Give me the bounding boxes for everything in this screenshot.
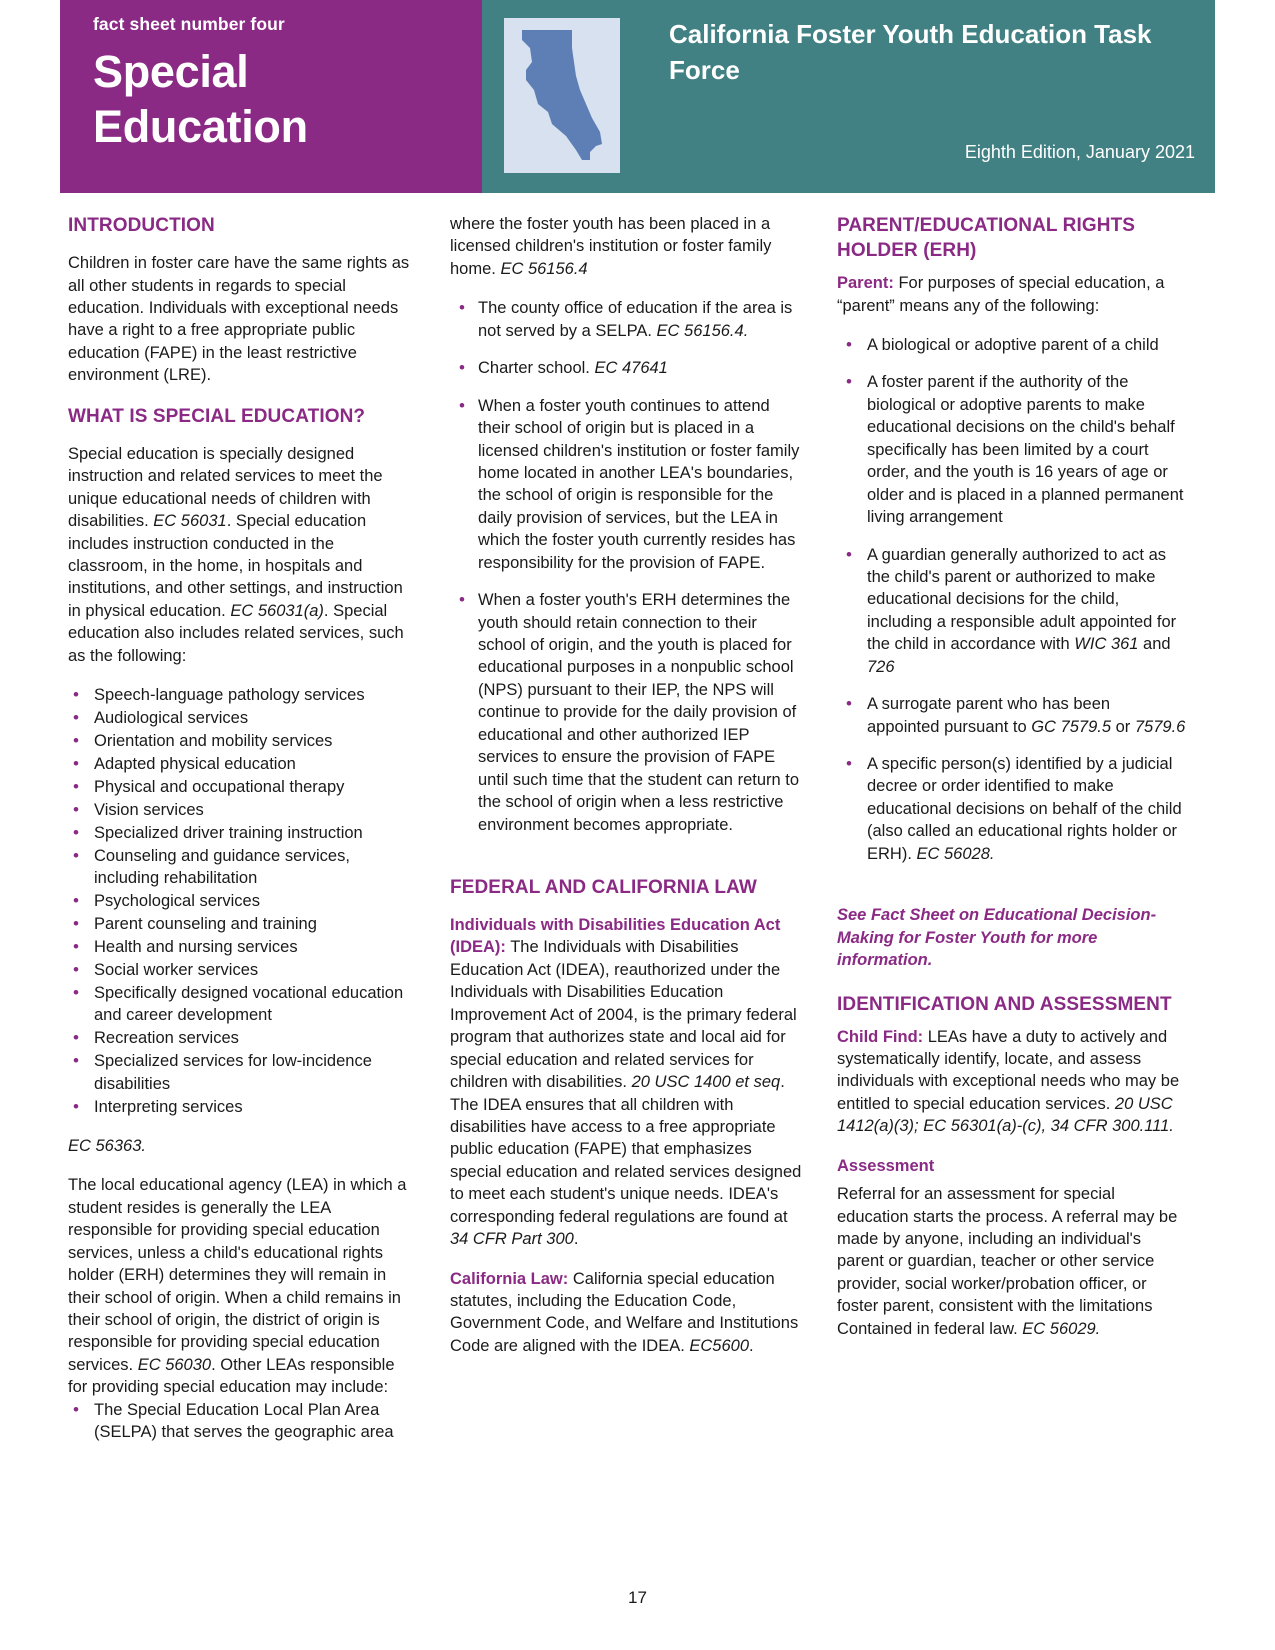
text-segment: . xyxy=(749,1336,754,1355)
edition-label: Eighth Edition, January 2021 xyxy=(964,142,1195,162)
heading-introduction: INTRODUCTION xyxy=(68,215,215,236)
list-item: • Interpreting services xyxy=(68,1096,418,1118)
text-segment: . xyxy=(573,1230,579,1249)
legal-citation: EC 56030 xyxy=(137,1355,212,1374)
legal-citation: 726 xyxy=(867,657,895,676)
text-segment: For purposes of special education, a “parent” means any of the following: xyxy=(837,274,1165,315)
column-three xyxy=(837,213,1187,1461)
legal-citation: GC 7579.5 xyxy=(1031,717,1112,736)
legal-citation: EC 47641 xyxy=(594,359,668,378)
list-item xyxy=(450,357,805,379)
what-is-special-education-paragraph xyxy=(68,443,418,667)
list-item: • Parent counseling and training xyxy=(68,913,418,935)
heading-identification-and-assessment: IDENTIFICATION AND ASSESSMENT xyxy=(837,993,1172,1015)
continuation-paragraph xyxy=(450,213,805,280)
heading-federal-and-california-law: FEDERAL AND CALIFORNIA LAW xyxy=(450,876,757,898)
page-header xyxy=(60,0,1215,193)
heading-assessment: Assessment xyxy=(837,1156,935,1175)
text-segment: . Special education also includes related services, such as the following: xyxy=(68,601,404,665)
legal-citation: 34 CFR Part 300 xyxy=(450,1230,574,1249)
text-segment: California special education statutes, including the Education Code, Government Code, and Welfare and Institutions Code are aligned with the IDEA. xyxy=(450,1269,799,1355)
column-one xyxy=(60,213,418,1461)
text-segment: A biological or adoptive parent of a child xyxy=(867,336,1159,355)
list-item: • Health and nursing services xyxy=(68,936,418,958)
legal-citation: EC 56029. xyxy=(1022,1319,1101,1338)
list-item xyxy=(837,753,1187,865)
list-item xyxy=(450,589,805,836)
services-citation xyxy=(68,1135,418,1157)
california-law-lead-in: California Law: xyxy=(450,1269,569,1288)
list-item: • Speech-language pathology services xyxy=(68,684,418,706)
related-services-list xyxy=(68,684,418,1118)
california-law-paragraph xyxy=(450,1268,805,1358)
column-two xyxy=(450,213,805,1461)
text-segment: When a foster youth's ERH determines the youth should retain connection to their school of origin, and the youth is placed for educational purposes in a nonpublic school (NPS) pursuant to their IEP, the NPS will continue to provide for the daily provision of educational and other authorized IEP services to ensure the provision of FAPE until such time that the student can return to the school of origin when a less restrictive environment becomes appropriate. xyxy=(478,591,800,834)
list-item: • Social worker services xyxy=(68,959,418,981)
text-segment: The Individuals with Disabilities Education Act (IDEA), reauthorized under the Individuals with Disabilities Education Improvement Act of 2004, is the primary federal program that authorizes state and local aid for special education and related services for children with disabilities. xyxy=(450,938,797,1092)
california-state-outline-icon xyxy=(504,18,620,173)
text-segment: where the foster youth has been placed in a licensed children's institution or foster family home. xyxy=(450,215,772,278)
text-segment: A foster parent if the authority of the biological or adoptive parents to make educational decisions on the child's behalf specifically has been limited by a court order, and the youth is 16 years of age or older and is placed in a planned permanent living arrangement xyxy=(867,373,1184,527)
text-segment: The local educational agency (LEA) in which a student resides is generally the LEA responsible for providing special education services, unless a child's educational rights holder (ERH) determines they will remain in their school of origin. When a child remains in their school of origin, the district of origin is responsible for providing special education services. xyxy=(68,1176,407,1374)
text-segment: . Special education includes instruction conducted in the classroom, in the home, in hospitals and institutions, and other settings, and instruction in physical education. xyxy=(68,512,403,620)
list-item: • Adapted physical education xyxy=(68,753,418,775)
legal-citation: 7579.6 xyxy=(1134,717,1186,736)
child-find-paragraph xyxy=(837,1026,1187,1138)
lea-responsibility-paragraph xyxy=(68,1174,418,1398)
text-segment: . Other LEAs responsible for providing special education may include: xyxy=(68,1355,395,1397)
lea-list xyxy=(68,1399,418,1444)
legal-citation: EC5600 xyxy=(689,1336,750,1355)
text-segment: The county office of education if the area is not served by a SELPA. xyxy=(478,299,793,340)
text-segment: Referral for an assessment for special education starts the process. A referral may be made by anyone, including an individual's parent or guardian, teacher or other service provider, social worker/probation officer, or foster parent, consistent with the limitations Contained in federal law. xyxy=(837,1185,1178,1338)
text-segment: and xyxy=(1138,635,1171,654)
text-segment: A specific person(s) identified by a judicial decree or order identified to make educational decisions on behalf of the child (also called an educational rights holder or ERH). xyxy=(867,755,1182,863)
organization-title: California Foster Youth Education Task Force xyxy=(669,19,1152,85)
legal-citation: EC 56156.4 xyxy=(500,259,588,278)
body-columns xyxy=(60,193,1215,1461)
list-item: • Physical and occupational therapy xyxy=(68,776,418,798)
list-item: • Specialized driver training instruction xyxy=(68,822,418,844)
list-item: • Audiological services xyxy=(68,707,418,729)
heading-parent-educational-rights-holder: PARENT/EDUCATIONAL RIGHTS HOLDER (ERH) xyxy=(837,215,1136,262)
list-item xyxy=(837,371,1187,528)
list-item: • The Special Education Local Plan Area (SELPA) that serves the geographic area xyxy=(68,1399,418,1444)
text-segment: . The IDEA ensures that all children with disabilities have access to a free appropriate public education (FAPE) that emphasizes special education and related services designed to meet each student's unique needs. IDEA's corresponding federal regulations are found at xyxy=(450,1073,802,1226)
list-item xyxy=(837,693,1187,738)
parent-definition-paragraph xyxy=(837,272,1187,317)
legal-citation: 20 USC 1412(a)(3); EC 56301(a)-(c), 34 CFR 300.111. xyxy=(837,1094,1174,1136)
fact-sheet-kicker: fact sheet number four xyxy=(93,14,285,34)
list-item xyxy=(837,544,1187,679)
page-number: 17 xyxy=(628,1588,647,1607)
list-item: • Counseling and guidance services, including rehabilitation xyxy=(68,845,418,890)
text-segment: LEAs have a duty to actively and systematically identify, locate, and assess individuals with exceptional needs who may be entitled to special education services. xyxy=(837,1027,1180,1113)
idea-lead-in: Individuals with Disabilities Education Act (IDEA): xyxy=(450,916,781,957)
list-item: • Specialized services for low-incidence disabilities xyxy=(68,1050,418,1095)
lea-continued-list xyxy=(450,297,805,836)
list-item: • Vision services xyxy=(68,799,418,821)
fact-sheet-title-line1: Special xyxy=(93,46,249,97)
legal-citation: EC 56031(a) xyxy=(230,601,324,620)
text-segment: A guardian generally authorized to act as the child's parent or authorized to make educational decisions for the child, including a responsible adult appointed for the child in accordance with xyxy=(867,545,1177,654)
parent-lead-in: Parent: xyxy=(837,274,894,293)
legal-citation: EC 56031 xyxy=(153,512,227,531)
heading-what-is-special-education: WHAT IS SPECIAL EDUCATION? xyxy=(68,405,366,427)
header-left-panel xyxy=(60,0,482,193)
legal-citation: EC 56363. xyxy=(68,1136,146,1155)
text-segment: Special education is specially designed instruction and related services to meet the unique educational needs of children with disabilities. xyxy=(68,444,383,531)
see-fact-sheet-callout: See Fact Sheet on Educational Decision-Making for Foster Youth for more information. xyxy=(837,906,1157,970)
header-right-panel xyxy=(482,0,1215,193)
list-item: • Specifically designed vocational education and career development xyxy=(68,982,418,1027)
text-segment: A surrogate parent who has been appointed pursuant to xyxy=(867,695,1111,736)
fact-sheet-title-line2: Education xyxy=(93,100,308,152)
legal-citation: 20 USC 1400 et seq xyxy=(631,1073,781,1092)
list-item: • Orientation and mobility services xyxy=(68,730,418,752)
legal-citation: WIC 361 xyxy=(1074,635,1139,654)
text-segment: Charter school. xyxy=(478,359,595,378)
list-item xyxy=(837,334,1187,356)
text-segment: When a foster youth continues to attend their school of origin but is placed in a licensed children's institution or foster family home located in another LEA's boundaries, the school of origin is responsible for the daily provision of services, but the LEA in which the foster youth currently resides has responsibility for the provision of FAPE. xyxy=(478,396,800,572)
legal-citation: EC 56156.4. xyxy=(656,321,749,340)
list-item: • Recreation services xyxy=(68,1027,418,1049)
list-item xyxy=(450,297,805,342)
child-find-lead-in: Child Find: xyxy=(837,1027,924,1046)
legal-citation: EC 56028. xyxy=(916,844,995,863)
idea-paragraph xyxy=(450,914,805,1251)
intro-paragraph: Children in foster care have the same rights as all other students in regards to special education. Individuals with exceptional needs have a right to a free appropriate public education (FAPE) in the least restrictive environment (LRE). xyxy=(68,254,410,385)
list-item xyxy=(450,395,805,575)
text-segment: or xyxy=(1111,717,1135,736)
parent-definition-list xyxy=(837,334,1187,865)
list-item: • Psychological services xyxy=(68,890,418,912)
assessment-paragraph xyxy=(837,1183,1187,1340)
